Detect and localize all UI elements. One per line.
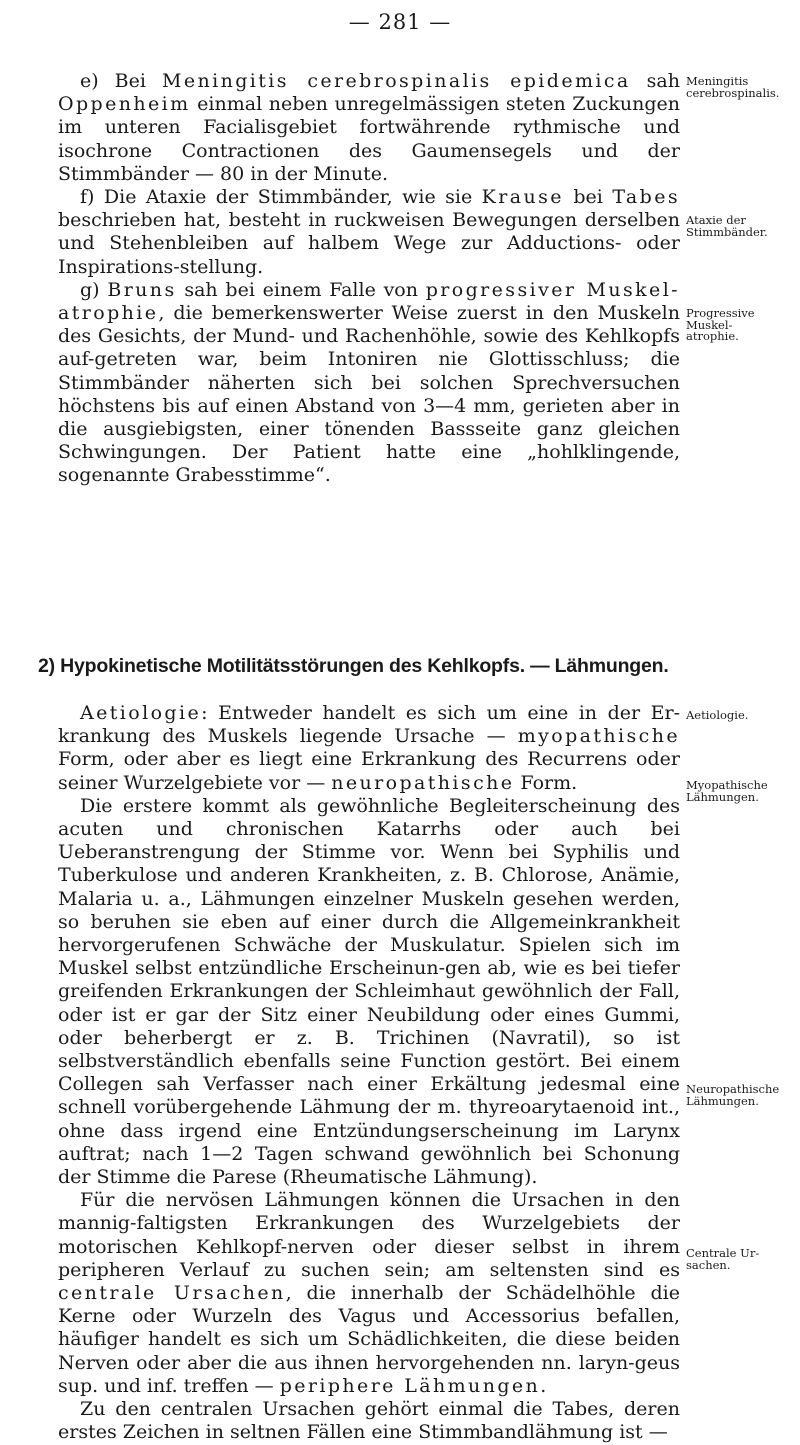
paragraph-neuropathisch: Für die nervösen Lähmungen können die Ursachen in den mannig-faltigsten Erkrankungen des Wurzelgebiets der motorischen Kehlkopf-nerven oder dieser selbst in ihrem peripheren Verlauf zu suchen sein; am seltensten sind es centrale Ursachen, die innerhalb der Schädelhöhle die Kerne oder Wurzeln des Vagus und Accessorius befallen, häufiger handelt es sich um Schädlichkeiten, die diese beiden Nerven oder aber die aus ihnen hervorgehenden nn. laryn-geus sup. und inf. treffen — periphere Lähmungen.: [58, 1189, 680, 1397]
term-progressive-muscle-atrophy: progressiver Muskel-atrophie: [58, 278, 680, 325]
margin-note-meningitis: Meningitis cerebrospinalis.: [686, 74, 780, 100]
paragraph-myopathisch: Die erstere kommt als gewöhnliche Begleiterscheinung des acuten und chronischen Katarrhs oder auch bei Ueberanstrengung der Stimme vor. Wenn bei Syphilis und Tuberkulose und anderen Krankheiten, z. B. Chlorose, Anämie, Malaria u. a., Lähmungen einzelner Muskeln gesehen werden, so beruhen sie eben auf einer durch die Allgemeinkrankheit hervorgerufenen Schwäche der Muskulatur. Spielen sich im Muskel selbst entzündliche Erscheinun-gen ab, wie es bei tiefer greifenden Erkrankungen der Schleimhaut gewöhnlich der Fall, oder ist er gar der Sitz einer Neubildung oder eines Gummi, oder beherbergt er z. B. Trichinen (Navratil), so ist selbstverständlich ebenfalls seine Function gestört. Bei einem Collegen sah Verfasser nach einer Erkältung jedesmal eine schnell vorübergehende Lähmung der m. thyreoarytaenoid int., ohne dass irgend eine Entzündungserscheinung im Larynx auftrat; nach 1—2 Tagen schwand gewöhnlich bei Schonung der Stimme die Parese (Rheumatische Lähmung).: [58, 794, 680, 1189]
margin-note-progressive: Progressive Muskel- atrophie.: [686, 306, 755, 343]
author-bruns: Bruns: [107, 278, 177, 301]
section-1-text: [58, 70, 680, 488]
term-centrale-ursachen: centrale Ursachen: [58, 1282, 286, 1305]
author-oppenheim: Oppenheim: [58, 93, 191, 116]
term-myopathische: myopathische: [517, 725, 680, 748]
margin-note-neuropathische: Neuropathische Lähmungen.: [686, 1082, 780, 1108]
paragraph-central: Zu den centralen Ursachen gehört einmal die Tabes, deren erstes Zeichen in seltnen Fällen eine Stimmbandlähmung ist —: [58, 1398, 680, 1444]
section-2-heading: 2) Hypokinetische Motilitätsstörungen des Kehlkopfs. — Lähmungen.: [38, 655, 669, 677]
margin-note-myopathische: Myopathische Lähmungen.: [686, 778, 768, 804]
section-2-text: [58, 702, 680, 1445]
term-periphere-laehmungen: periphere Lähmungen: [279, 1374, 541, 1397]
term-meningitis: Meningitis cerebrospinalis epidemica: [161, 70, 631, 92]
margin-note-aetiologie: Aetiologie.: [686, 708, 749, 722]
paragraph-e: e) Bei Meningitis cerebrospinalis epidemica sah Oppenheim einmal neben unregelmässigen steten Zuckungen im unteren Facialisgebiet fortwährende rythmische und isochrone Contractionen des Gaumensegels und der Stimmbänder — 80 in der Minute.: [58, 70, 680, 185]
term-aetiologie: Aetiologie: [80, 702, 202, 724]
term-neuropathische: neuropathische: [331, 771, 515, 794]
margin-note-ataxie: Ataxie der Stimmbänder.: [686, 213, 768, 239]
page-number: — 281 —: [348, 10, 452, 34]
term-ataxie: Ataxie der Stimmbänder: [145, 186, 387, 209]
term-tabes: Tabes: [612, 186, 681, 209]
paragraph-g: g) Bruns sah bei einem Falle von progressiver Muskel-atrophie, die bemerkenswerter Weise zuerst in den Muskeln des Gesichts, der Mund- und Rachenhöhle, sowie des Kehlkopfs auf-getreten war, beim Intoniren nie Glottisschluss; die Stimmbänder näherten sich bei solchen Sprechversuchen höchstens bis auf einen Abstand von 3—4 mm, gerieten aber in die ausgiebigsten, einer tönenden Bassseite ganz gleichen Schwingungen. Der Patient hatte eine „hohlklingende, sogenannte Grabesstimme“.: [58, 278, 680, 487]
paragraph-aetiologie: Aetiologie: Entweder handelt es sich um eine in der Er-krankung des Muskels liegende Ursache — myopathische Form, oder aber es liegt eine Erkrankung des Recurrens oder seiner Wurzelgebiete vor — neuropathische Form.: [58, 702, 680, 794]
margin-note-centrale: Centrale Ur- sachen.: [686, 1246, 760, 1272]
author-krause: Krause: [481, 186, 564, 209]
paragraph-f: f) Die Ataxie der Stimmbänder, wie sie Krause bei Tabes beschrieben hat, besteht in ruckweisen Bewegungen derselben und Stehenbleiben auf halbem Wege zur Adductions- oder Inspirations-stellung.: [58, 186, 681, 278]
